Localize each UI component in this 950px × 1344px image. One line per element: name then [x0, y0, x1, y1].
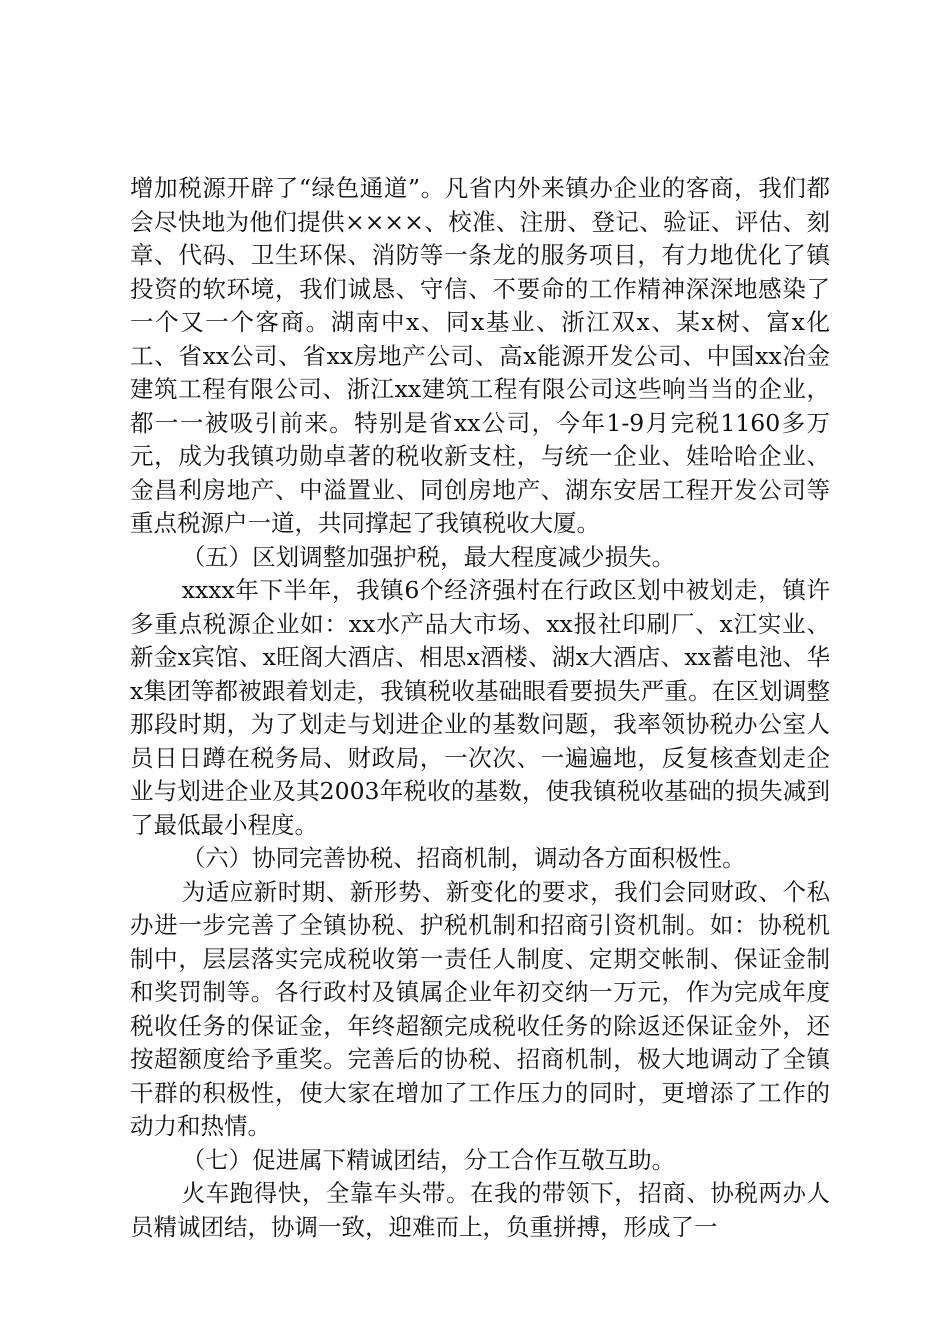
section-heading-5: （五）区划调整加强护税，最大程度减少损失。	[181, 542, 676, 571]
body-paragraph-continued: 增加税源开辟了“绿色通道”。凡省内外来镇办企业的客商，我们都会尽快地为他们提供××××、校准、注册、登记、验证、评估、刻章、代码、卫生环保、消防等一条龙的服务项目，有力地优化了镇投资的软环境，我们诚恳、守信、不要命的工作精神深深地感染了一个又一个客商。湖南中x、同x基业、浙江双x、某x树、富x化工、省xx公司、省xx房地产公司、高x能源开发公司、中国xx冶金建筑工程有限公司、浙江xx建筑工程有限公司这些响当当的企业，都一一被吸引前来。特别是省xx公司，今年1-9月完税1160多万元，成为我镇功勋卓著的税收新支柱，与统一企业、娃哈哈企业、金昌利房地产、中溢置业、同创房地产、湖东安居工程开发公司等重点税源户一道，共同撑起了我镇税收大厦。	[130, 174, 830, 537]
section-heading-7: （七）促进属下精诚团结，分工合作互敬互助。	[181, 1145, 676, 1174]
document-body	[130, 172, 830, 1244]
body-paragraph: 火车跑得快，全靠车头带。在我的带领下，招商、协税两办人员精诚团结，协调一致，迎难而上，负重拼搏，形成了一	[130, 1179, 830, 1241]
body-paragraph: 为适应新时期、新形势、新变化的要求，我们会同财政、个私办进一步完善了全镇协税、护税机制和招商引资机制。如：协税机制中，层层落实完成税收第一责任人制度、定期交帐制、保证金制和奖罚制等。各行政村及镇属企业年初交纳一万元，作为完成年度税收任务的保证金，年终超额完成税收任务的除返还保证金外，还按超额度给予重奖。完善后的协税、招商机制，极大地调动了全镇干群的积极性，使大家在增加了工作压力的同时，更增添了工作的动力和热情。	[130, 877, 830, 1140]
body-paragraph: xxxx年下半年，我镇6个经济强村在行政区划中被划走，镇许多重点税源企业如：xx水产品大市场、xx报社印刷厂、x江实业、新金x宾馆、x旺阁大酒店、相思x酒楼、湖x大酒店、xx蓄电池、华x集团等都被跟着划走，我镇税收基础眼看要损失严重。在区划调整那段时期，为了划走与划进企业的基数问题，我率领协税办公室人员日日蹲在税务局、财政局，一次次、一遍遍地，反复核查划走企业与划进企业及其2003年税收的基数，使我镇税收基础的损失减到了最低最小程度。	[130, 576, 830, 839]
section-heading-6: （六）协同完善协税、招商机制，调动各方面积极性。	[181, 844, 746, 872]
